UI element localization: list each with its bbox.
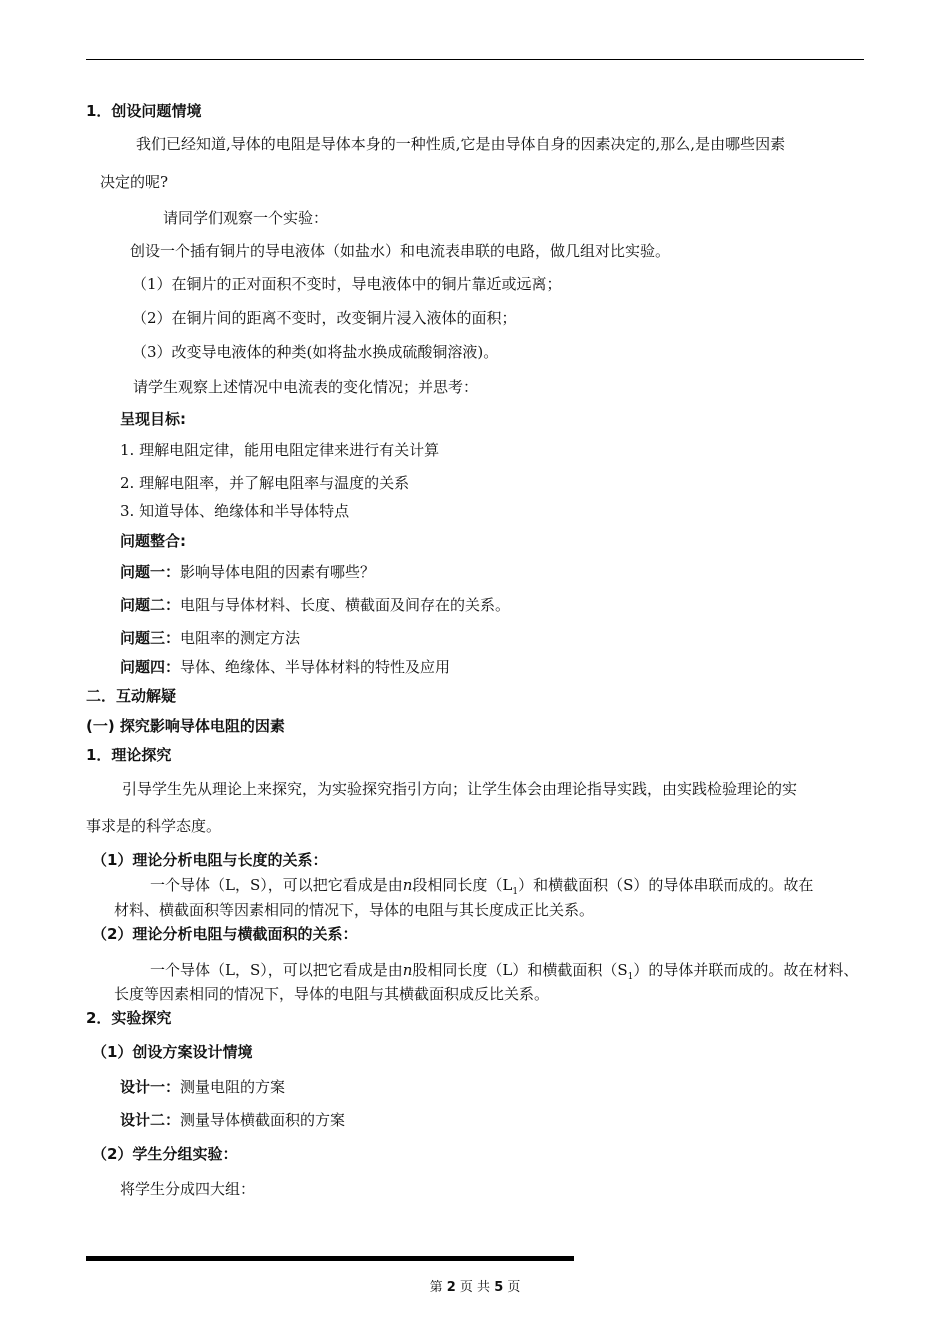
problem-item: 问题三：电阻率的测定方法 — [120, 629, 301, 647]
goal-item: 3. 知道导体、绝缘体和半导体特点 — [120, 502, 350, 520]
design-item: 设计二：测量导体横截面积的方案 — [120, 1111, 346, 1129]
paragraph-line: 引导学生先从理论上来探究，为实验探究指引方向；让学生体会由理论指导实践，由实践检验理论的实 — [122, 780, 798, 798]
paragraph-line: 我们已经知道,导体的电阻是导体本身的一种性质,它是由导体自身的因素决定的,那么,是由哪些因素 — [136, 135, 786, 153]
goals-label: 呈现目标: — [120, 410, 186, 428]
paragraph-line: 将学生分成四大组： — [120, 1180, 256, 1198]
problems-label: 问题整合: — [120, 532, 186, 550]
paragraph-line: 事求是的科学态度。 — [86, 817, 222, 835]
problem-item: 问题二：电阻与导体材料、长度、横截面及间存在的关系。 — [120, 596, 511, 614]
problem-item: 问题一：影响导体电阻的因素有哪些？ — [120, 563, 376, 581]
paragraph-line: 创设一个插有铜片的导电液体（如盐水）和电流表串联的电路，做几组对比实验。 — [130, 242, 671, 260]
goal-item: 1. 理解电阻定律，能用电阻定律来进行有关计算 — [120, 441, 440, 459]
design-item: 设计一：测量电阻的方案 — [120, 1078, 286, 1096]
problem-item: 问题四：导体、绝缘体、半导体材料的特性及应用 — [120, 658, 451, 676]
page-total: 5 — [494, 1280, 504, 1295]
paragraph-line: 请学生观察上述情况中电流表的变化情况；并思考： — [133, 378, 479, 396]
footer-rule — [86, 1256, 574, 1261]
section-heading-1: 1．创设问题情境 — [86, 102, 202, 120]
paragraph-line: 长度等因素相同的情况下，导体的电阻与其横截面积成反比关系。 — [114, 985, 550, 1003]
section-heading-2: 二．互动解疑 — [86, 687, 177, 705]
paragraph-line: 决定的呢? — [100, 173, 169, 191]
page-number: 2 — [446, 1280, 456, 1295]
paragraph-line: 请同学们观察一个实验： — [163, 209, 329, 227]
length-heading: （1）理论分析电阻与长度的关系： — [92, 851, 328, 869]
page-footer: 第 2 页 共 5 页 — [429, 1280, 521, 1295]
theory-heading: 1．理论探究 — [86, 746, 172, 764]
subsection-heading: (一) 探究影响导体电阻的因素 — [86, 717, 285, 735]
paragraph-line: 一个导体（L，S），可以把它看成是由n段相同长度$(L_1)$和横截面积（S）的导体串联而成的。故在 — [150, 876, 814, 897]
paragraph-line: 材料、横截面积等因素相同的情况下，导体的电阻与其长度成正比关系。 — [114, 901, 595, 919]
design-heading: （1）创设方案设计情境 — [92, 1043, 253, 1061]
paragraph-line: 一个导体（L，S），可以把它看成是由n股相同长度（L）和横截面积$(S_1)$的导体并联而成的。故在材料、 — [150, 961, 859, 982]
list-item: （1）在铜片的正对面积不变时，导电液体中的铜片靠近或远离； — [132, 275, 562, 293]
list-item: （2）在铜片间的距离不变时，改变铜片浸入液体的面积； — [132, 309, 517, 327]
list-item: （3）改变导电液体的种类(如将盐水换成硫酸铜溶液)。 — [132, 343, 499, 361]
area-heading: （2）理论分析电阻与横截面积的关系： — [92, 925, 358, 943]
group-heading: （2）学生分组实验： — [92, 1145, 238, 1163]
header-rule — [86, 59, 864, 60]
goal-item: 2. 理解电阻率，并了解电阻率与温度的关系 — [120, 474, 410, 492]
experiment-heading: 2．实验探究 — [86, 1009, 172, 1027]
